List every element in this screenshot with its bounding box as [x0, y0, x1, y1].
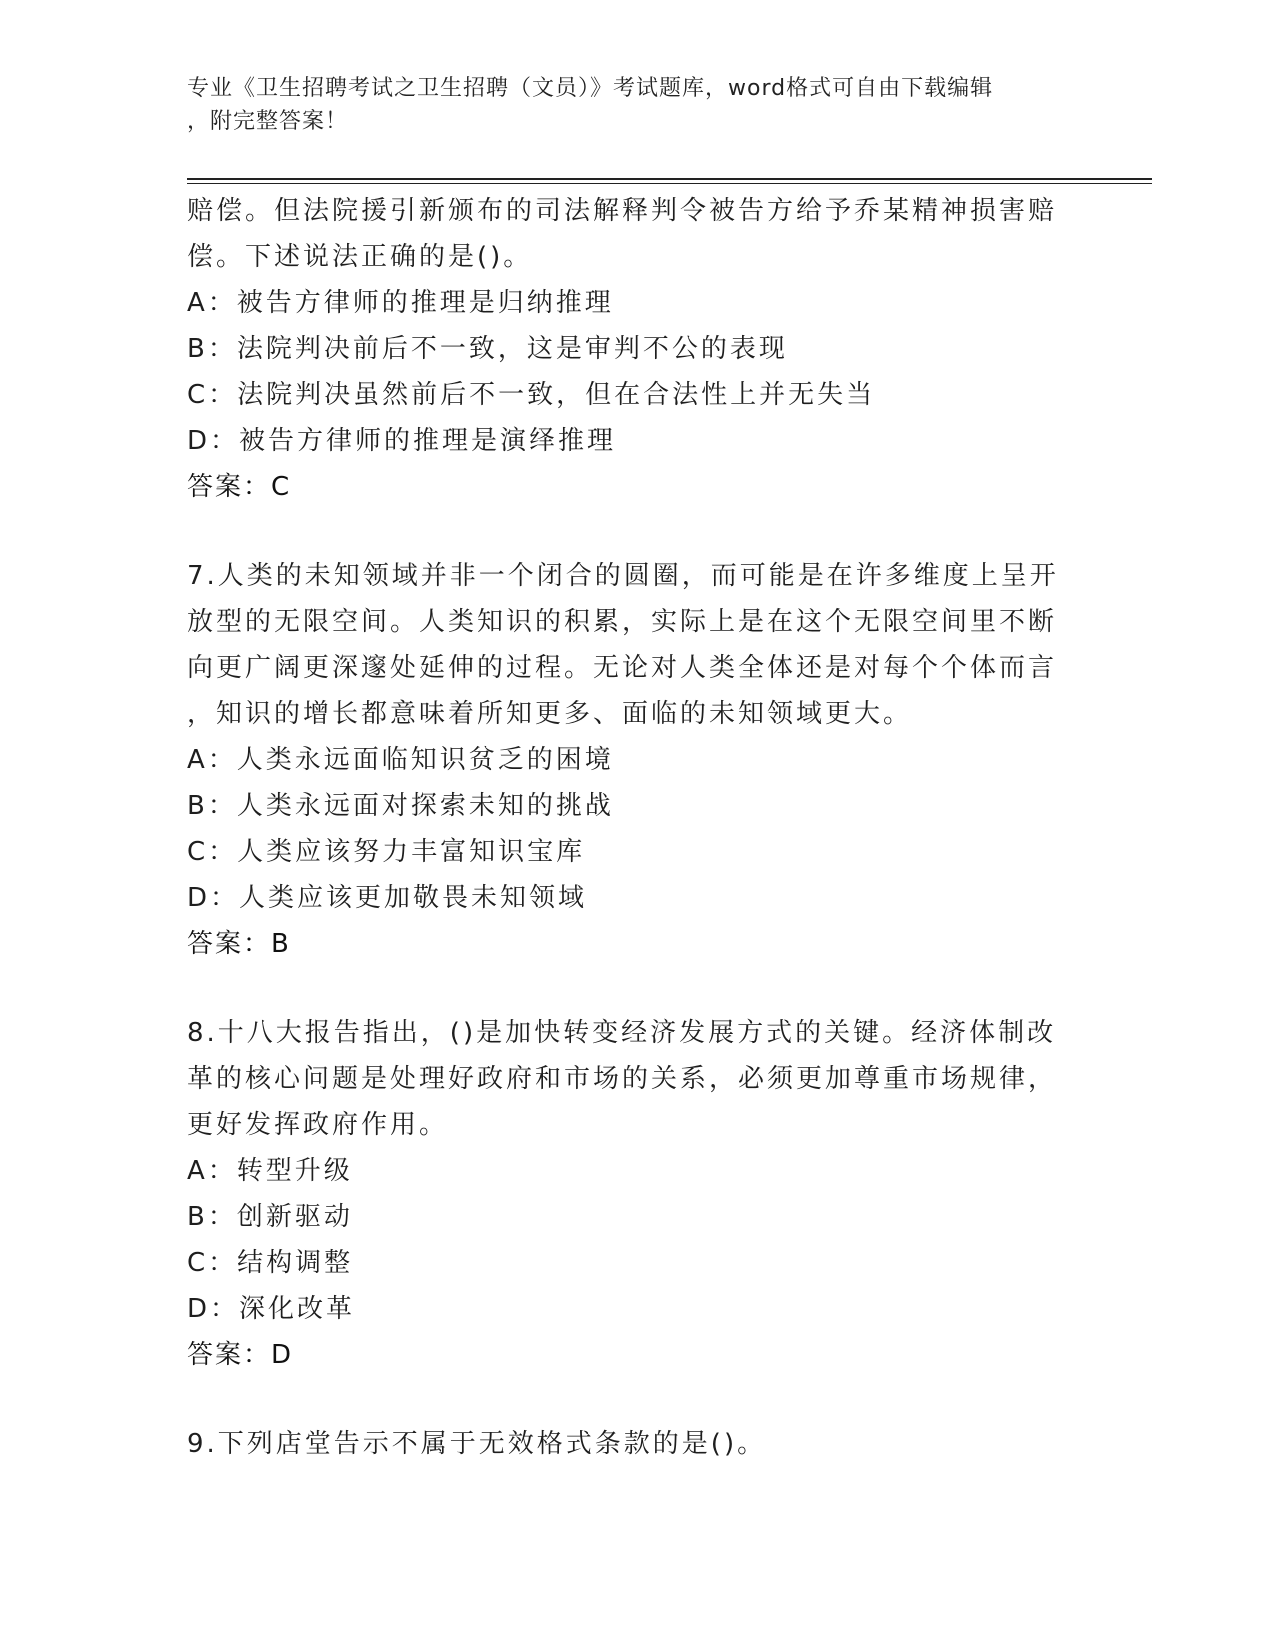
- question-stem-line: 更好发挥政府作用。: [187, 1110, 449, 1140]
- question-9: [187, 1421, 1067, 1467]
- option-b: B：法院判决前后不一致，这是审判不公的表现: [187, 334, 788, 364]
- question-6: [187, 188, 1067, 510]
- answer-line: 答案：B: [187, 929, 291, 959]
- question-stem-line: 赔偿。但法院援引新颁布的司法解释判令被告方给予乔某精神损害赔: [187, 196, 1058, 226]
- option-d: D：人类应该更加敬畏未知领域: [187, 883, 588, 913]
- spacer: [187, 967, 1067, 1010]
- spacer: [187, 510, 1067, 553]
- question-stem-line: ，知识的增长都意味着所知更多、面临的未知领域更大。: [187, 699, 913, 729]
- question-stem-line: 偿。下述说法正确的是()。: [187, 242, 533, 272]
- option-d: D：深化改革: [187, 1294, 356, 1324]
- option-c: C：结构调整: [187, 1248, 354, 1278]
- page-header: [187, 72, 1067, 138]
- question-stem-line: 革的核心问题是处理好政府和市场的关系，必须更加尊重市场规律，: [187, 1064, 1058, 1094]
- answer-line: 答案：C: [187, 472, 292, 502]
- option-b: B：人类永远面对探索未知的挑战: [187, 791, 614, 821]
- question-stem-line: 向更广阔更深邃处延伸的过程。无论对人类全体还是对每个个体而言: [187, 653, 1058, 683]
- question-stem-line: 8.十八大报告指出，()是加快转变经济发展方式的关键。经济体制改: [187, 1018, 1057, 1048]
- question-stem-line: 放型的无限空间。人类知识的积累，实际上是在这个无限空间里不断: [187, 607, 1058, 637]
- header-divider-thin: [187, 183, 1152, 184]
- question-7: [187, 553, 1067, 967]
- header-line-2: ，附完整答案！: [187, 109, 349, 134]
- option-a: A：被告方律师的推理是归纳推理: [187, 288, 614, 318]
- option-a: A：人类永远面临知识贫乏的困境: [187, 745, 614, 775]
- header-divider-thick: [187, 178, 1152, 180]
- spacer: [187, 1378, 1067, 1421]
- option-d: D：被告方律师的推理是演绎推理: [187, 426, 617, 456]
- header-line-1: 专业《卫生招聘考试之卫生招聘（文员）》考试题库，word格式可自由下载编辑: [187, 76, 994, 101]
- answer-line: 答案：D: [187, 1340, 294, 1370]
- option-c: C：人类应该努力丰富知识宝库: [187, 837, 586, 867]
- option-c: C：法院判决虽然前后不一致，但在合法性上并无失当: [187, 380, 876, 410]
- question-8: [187, 1010, 1067, 1378]
- question-content: [187, 188, 1067, 1467]
- option-b: B：创新驱动: [187, 1202, 353, 1232]
- option-a: A：转型升级: [187, 1156, 353, 1186]
- question-stem-line: 7.人类的未知领域并非一个闭合的圆圈，而可能是在许多维度上呈开: [187, 561, 1059, 591]
- question-stem-line: 9.下列店堂告示不属于无效格式条款的是()。: [187, 1429, 767, 1459]
